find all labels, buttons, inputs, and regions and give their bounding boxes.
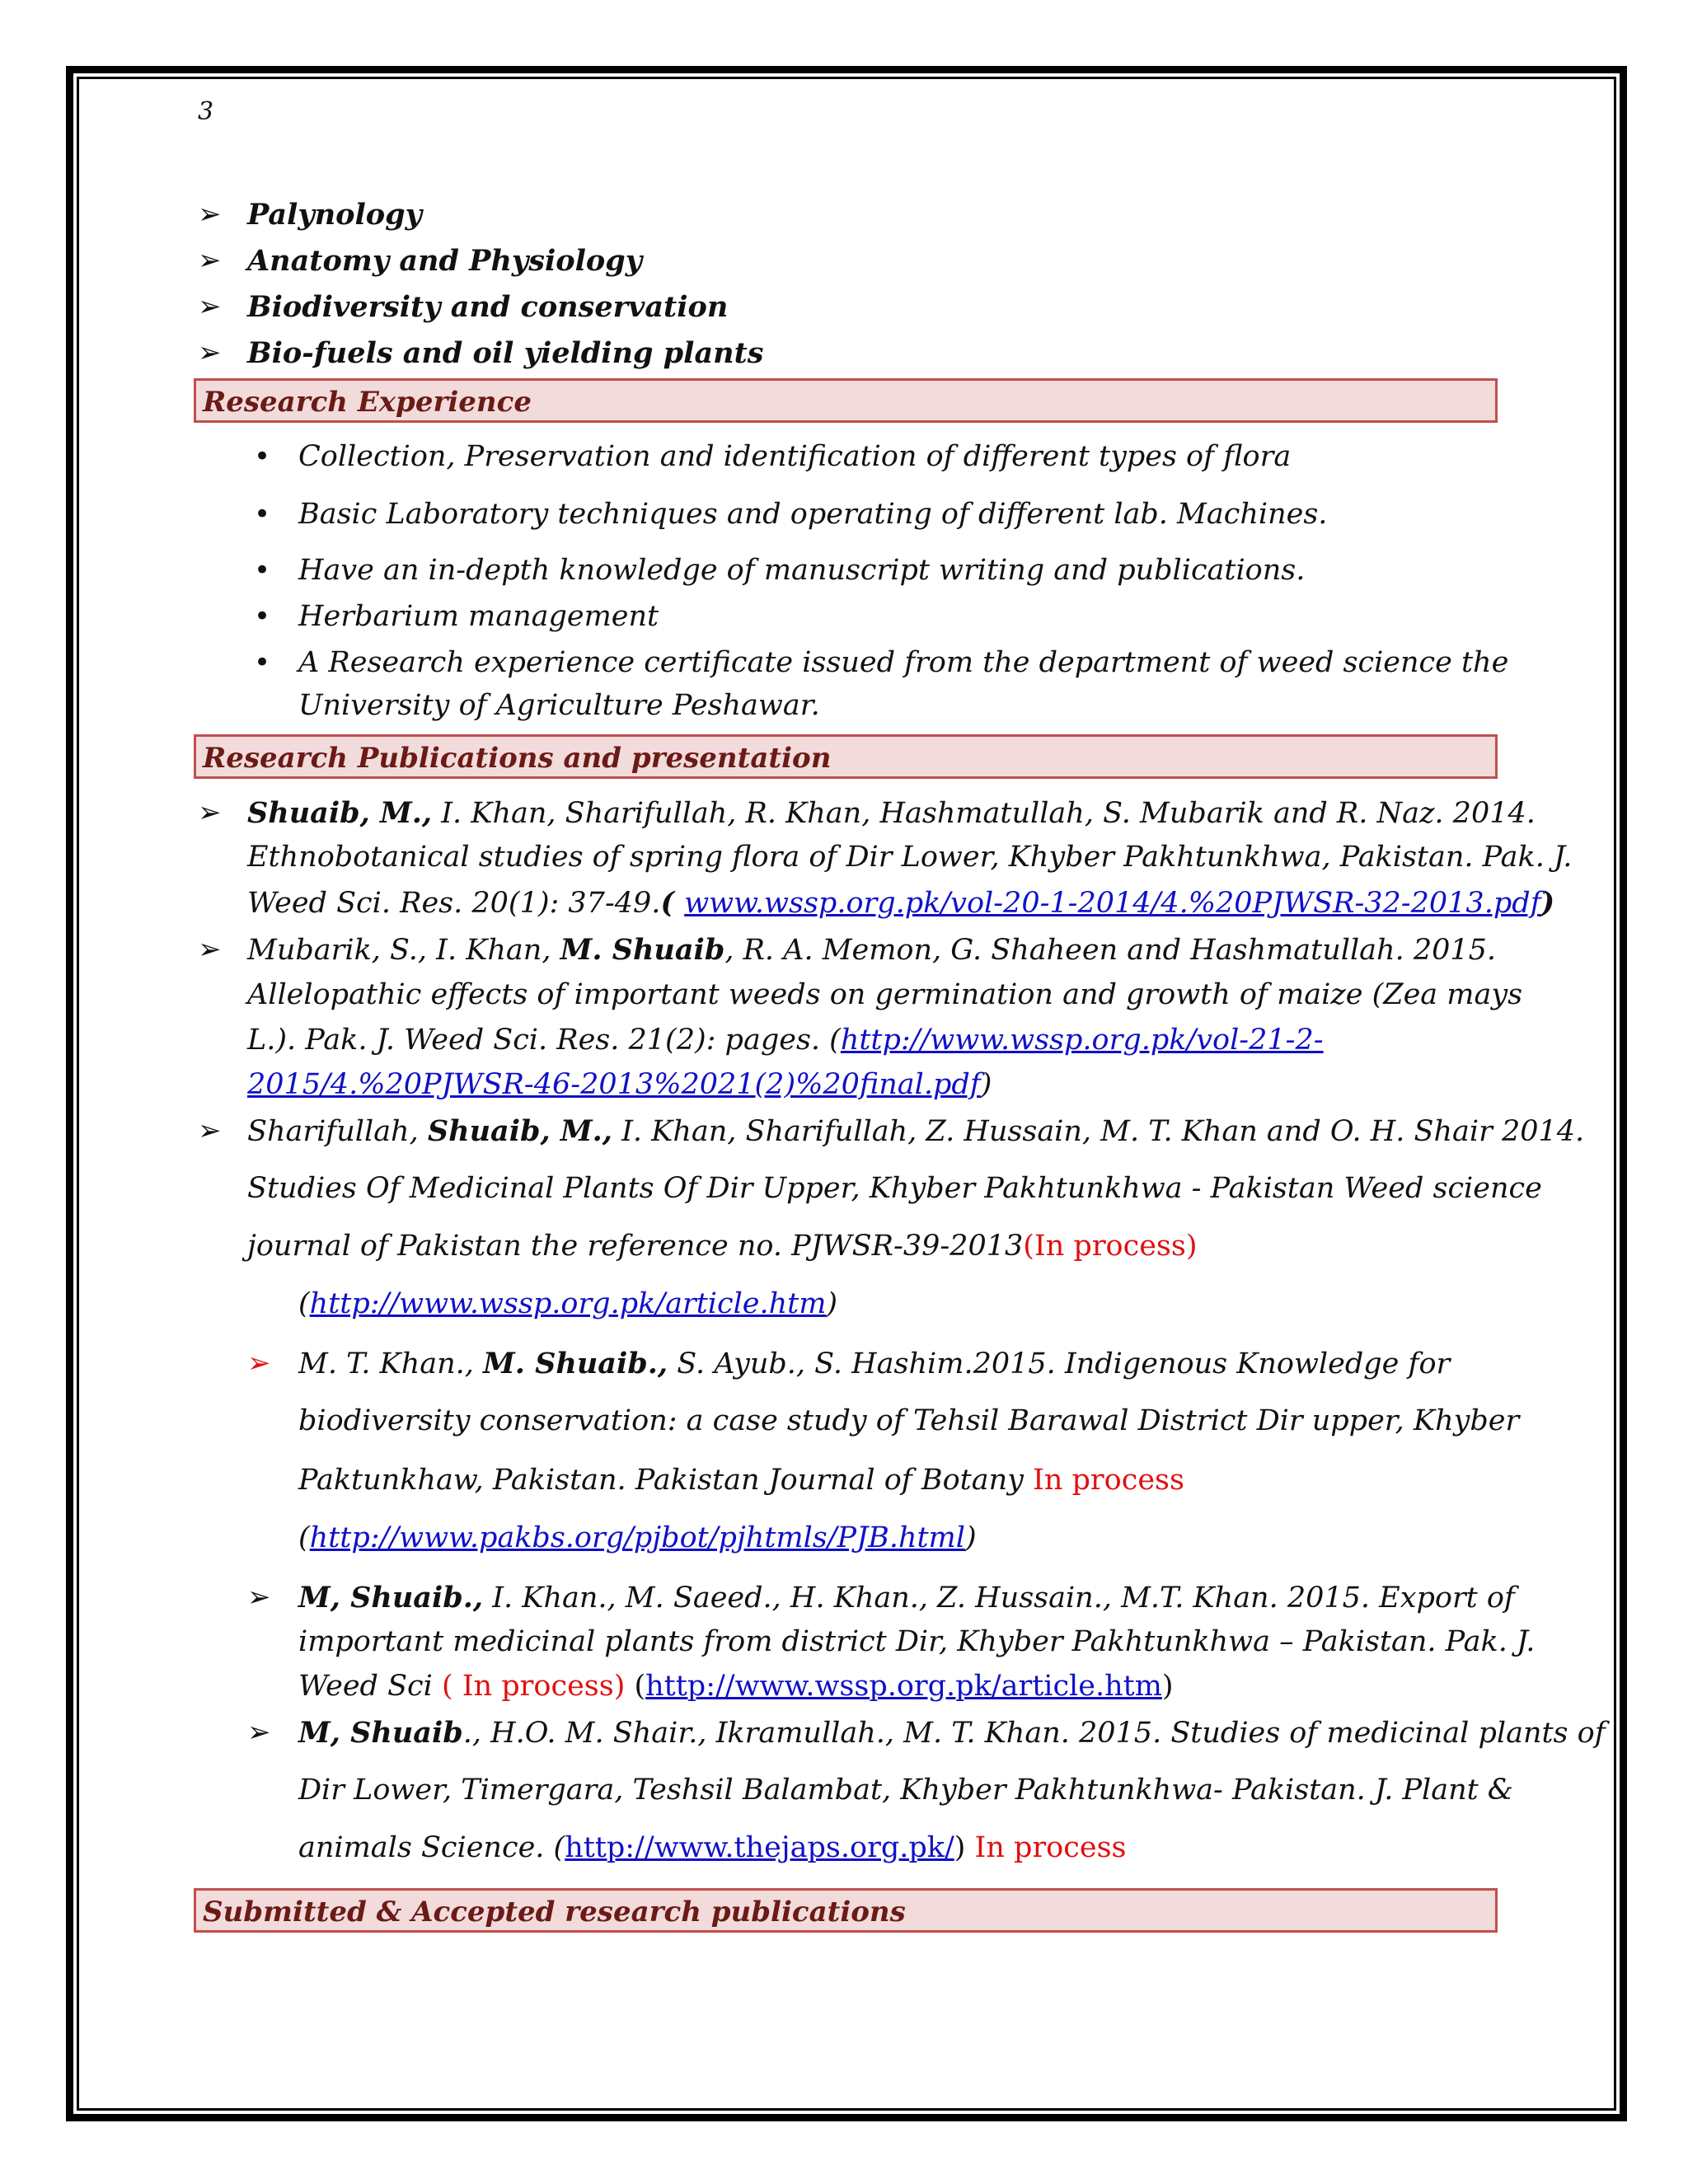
author-name: M, Shuaib [298, 1716, 463, 1750]
publication-link[interactable]: http://www.wssp.org.pk/article.htm [309, 1287, 827, 1320]
publication-link[interactable]: http://www.wssp.org.pk/vol-21-2- [840, 1024, 1324, 1057]
page-number: 3 [198, 97, 214, 126]
experience-item: Herbarium management [298, 600, 659, 633]
author-name: Shuaib, M., [427, 1114, 612, 1148]
arrow-bullet-icon: ➢ [198, 244, 222, 277]
publication-3: Sharifullah, Shuaib, M., I. Khan, Sharifullah, Z. Hussain, M. T. Khan and O. H. Shair 2014. [247, 1114, 1585, 1148]
section-header-publications: Research Publications and presentation [194, 734, 1498, 779]
author-name: M. Shuaib [560, 933, 725, 967]
arrow-bullet-icon: ➢ [247, 1347, 271, 1380]
publication-6: M, Shuaib., H.O. M. Shair., Ikramullah., M. T. Khan. 2015. Studies of medicinal plants of [298, 1716, 1606, 1750]
status-in-process: In process [965, 1831, 1127, 1864]
publication-5: M, Shuaib., I. Khan., M. Saeed., H. Khan., Z. Hussain., M.T. Khan. 2015. Export of [298, 1581, 1515, 1615]
publication-link[interactable]: http://www.wssp.org.pk/article.htm [645, 1670, 1162, 1703]
arrow-bullet-icon: ➢ [198, 1114, 222, 1147]
bullet-icon: • [254, 646, 271, 679]
status-in-process: ( In process) [432, 1670, 626, 1703]
status-in-process: In process [1023, 1464, 1184, 1497]
experience-item: A Research experience certificate issued from the department of weed science the [298, 646, 1509, 679]
section-header-research-experience: Research Experience [194, 378, 1498, 423]
publication-link[interactable]: http://www.thejaps.org.pk/ [565, 1831, 954, 1864]
arrow-bullet-icon: ➢ [198, 336, 222, 369]
status-in-process: (In process) [1023, 1230, 1198, 1263]
publication-link[interactable]: www.wssp.org.pk/vol-20-1-2014/4.%20PJWSR-32-2013.pdf [684, 887, 1541, 920]
arrow-bullet-icon: ➢ [247, 1716, 271, 1749]
arrow-bullet-icon: ➢ [198, 933, 222, 966]
bullet-icon: • [254, 498, 271, 531]
publication-4: M. T. Khan., M. Shuaib., S. Ayub., S. Hashim.2015. Indigenous Knowledge for [298, 1347, 1451, 1380]
author-name: Shuaib, M., [247, 796, 433, 830]
bullet-icon: • [254, 600, 271, 633]
publication-1: Shuaib, M., I. Khan, Sharifullah, R. Khan, Hashmatullah, S. Mubarik and R. Naz. 2014. [247, 796, 1536, 830]
author-name: M, Shuaib., [298, 1581, 484, 1615]
bullet-icon: • [254, 440, 271, 473]
arrow-bullet-icon: ➢ [247, 1581, 271, 1614]
experience-item: Collection, Preservation and identification of different types of flora [298, 440, 1292, 473]
experience-item: Basic Laboratory techniques and operating of different lab. Machines. [298, 498, 1328, 531]
arrow-bullet-icon: ➢ [198, 198, 222, 231]
publication-2: Mubarik, S., I. Khan, M. Shuaib, R. A. Memon, G. Shaheen and Hashmatullah. 2015. [247, 933, 1497, 967]
experience-item: Have an in-depth knowledge of manuscript writing and publications. [298, 554, 1306, 587]
publication-link[interactable]: http://www.pakbs.org/pjbot/pjhtmls/PJB.html [309, 1521, 965, 1554]
author-name: M. Shuaib., [483, 1347, 668, 1380]
section-header-submitted: Submitted & Accepted research publications [194, 1888, 1498, 1933]
publication-link-continued[interactable]: 2015/4.%20PJWSR-46-2013%2021(2)%20final.pdf [247, 1068, 981, 1101]
arrow-bullet-icon: ➢ [198, 290, 222, 323]
arrow-bullet-icon: ➢ [198, 796, 222, 829]
bullet-icon: • [254, 554, 271, 587]
experience-item-continued: University of Agriculture Peshawar. [298, 689, 820, 722]
